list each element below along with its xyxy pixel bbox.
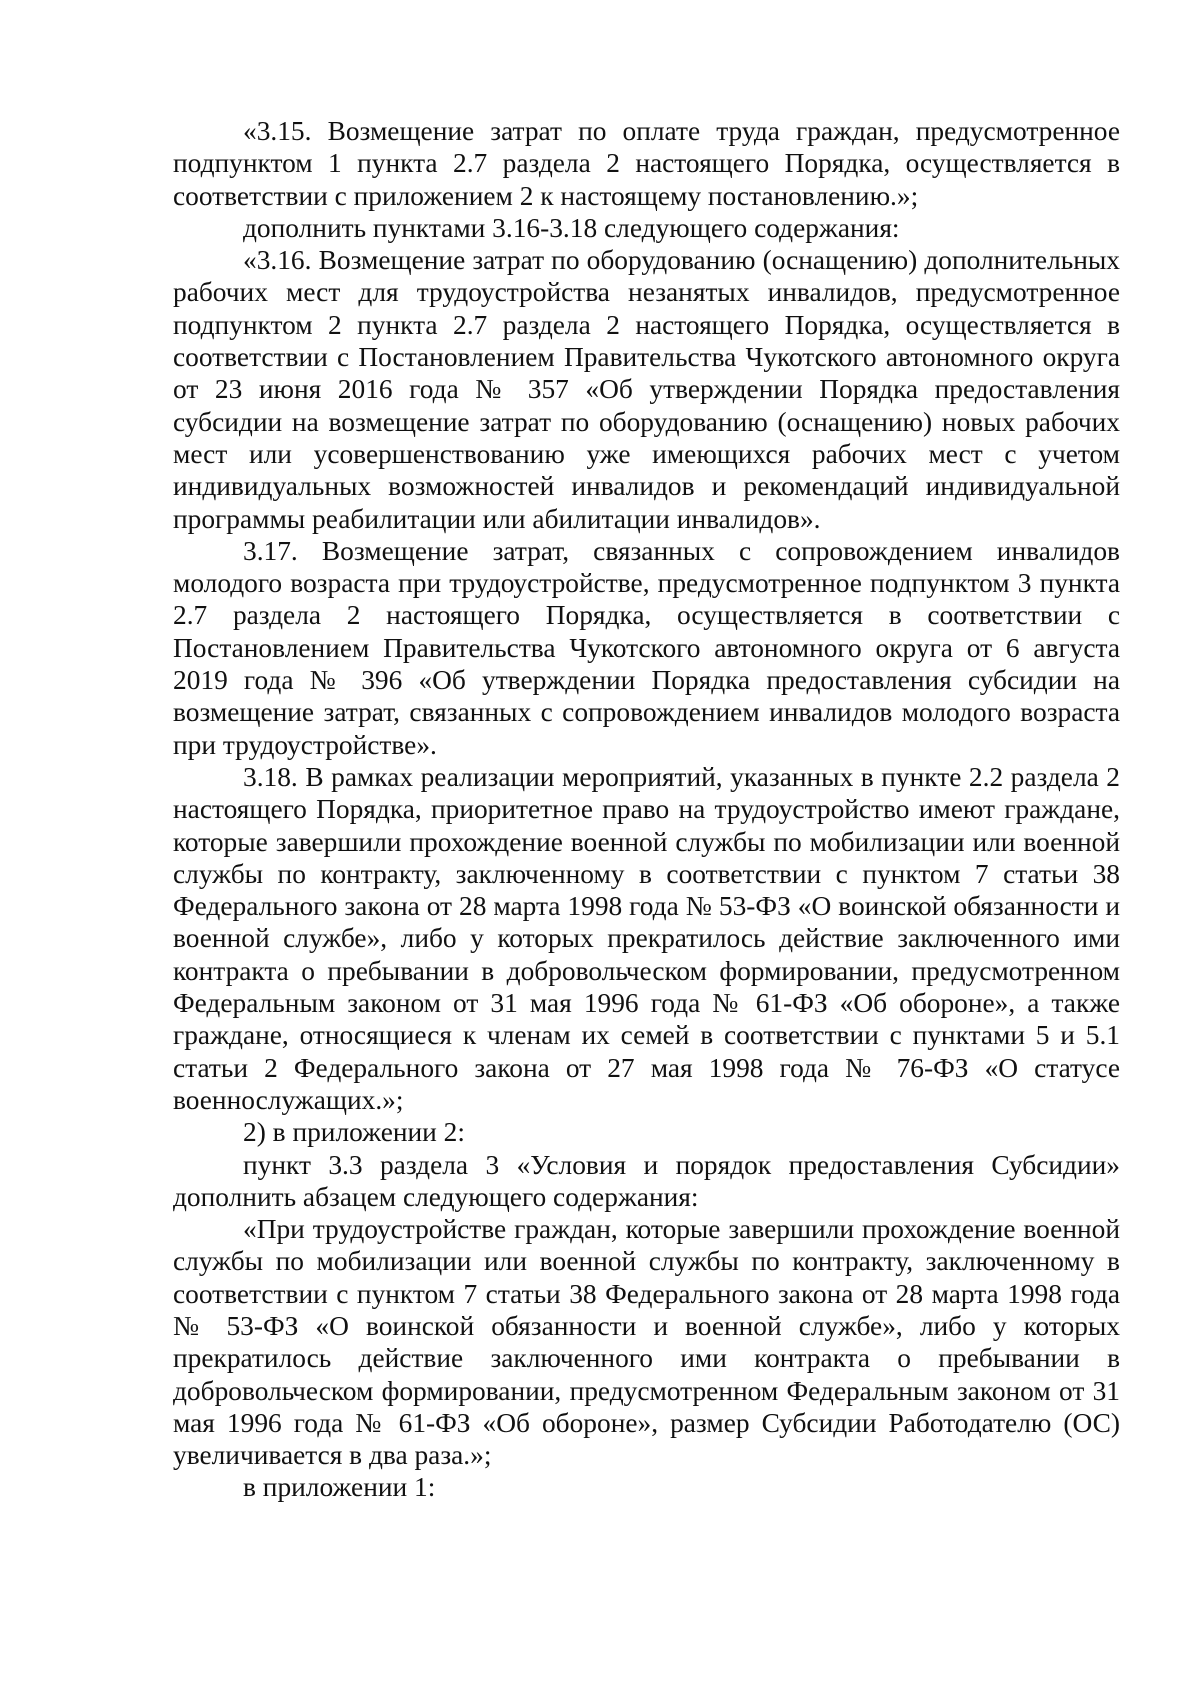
paragraph-3-17: 3.17. Возмещение затрат, связанных с сопровождением инвалидов молодого возраста при трудоустройстве, предусмотренное подпунктом 3 пункта 2.7 раздела 2 настоящего Порядка, осуществляется в соответствии с Постановлением Правительства Чукотского автономного округа от 6 августа 2019 года № 396 «Об утверждении Порядка предоставления субсидии на возмещение затрат, связанных с сопровождением инвалидов молодого возраста при трудоустройстве». bbox=[173, 535, 1120, 760]
paragraph-3-15: «3.15. Возмещение затрат по оплате труда граждан, предусмотренное подпунктом 1 пункта 2.7 раздела 2 настоящего Порядка, осуществляется в соответствии с приложением 2 к настоящему постановлению.»; bbox=[173, 116, 1120, 211]
paragraph-3-18: 3.18. В рамках реализации мероприятий, указанных в пункте 2.2 раздела 2 настоящего Порядка, приоритетное право на трудоустройство имеют граждане, которые завершили прохождение военной службы по мобилизации или военной службы по контракту, заключенному в соответствии с пунктом 7 статьи 38 Федерального закона от 28 марта 1998 года № 53-ФЗ «О воинской обязанности и военной службе», либо у которых прекратилось действие заключенного ими контракта о пребывании в добровольческом формировании, предусмотренном Федеральным законом от 31 мая 1996 года № 61-ФЗ «Об обороне», а также граждане, относящиеся к членам их семей в соответствии с пунктами 5 и 5.1 статьи 2 Федерального закона от 27 мая 1998 года № 76-ФЗ «О статусе военнослужащих.»; bbox=[173, 761, 1120, 1115]
paragraph-appendix-1: в приложении 1: bbox=[243, 1472, 436, 1503]
paragraph-employment-subsidy: «При трудоустройстве граждан, которые завершили прохождение военной службы по мобилизации или военной службы по контракту, заключенному в соответствии с пунктом 7 статьи 38 Федерального закона от 28 марта 1998 года № 53-ФЗ «О воинской обязанности и военной службе», либо у которых прекратилось действие заключенного ими контракта о пребывании в добровольческом формировании, предусмотренном Федеральным законом от 31 мая 1996 года № 61-ФЗ «Об обороне», размер Субсидии Работодателю (ОС) увеличивается в два раза.»; bbox=[173, 1214, 1120, 1471]
paragraph-section-3-3: пункт 3.3 раздела 3 «Условия и порядок предоставления Субсидии» дополнить абзацем следующего содержания: bbox=[173, 1149, 1120, 1212]
document-body bbox=[173, 115, 1120, 1504]
paragraph-add-points: дополнить пунктами 3.16-3.18 следующего содержания: bbox=[243, 212, 900, 243]
paragraph-3-16: «3.16. Возмещение затрат по оборудованию (оснащению) дополнительных рабочих мест для трудоустройства незанятых инвалидов, предусмотренное подпунктом 2 пункта 2.7 раздела 2 настоящего Порядка, осуществляется в соответствии с Постановлением Правительства Чукотского автономного округа от 23 июня 2016 года № 357 «Об утверждении Порядка предоставления субсидии на возмещение затрат по оборудованию (оснащению) новых рабочих мест или усовершенствованию уже имеющихся рабочих мест с учетом индивидуальных возможностей инвалидов и рекомендаций индивидуальной программы реабилитации или абилитации инвалидов». bbox=[173, 245, 1120, 534]
paragraph-appendix-2: 2) в приложении 2: bbox=[243, 1117, 465, 1148]
